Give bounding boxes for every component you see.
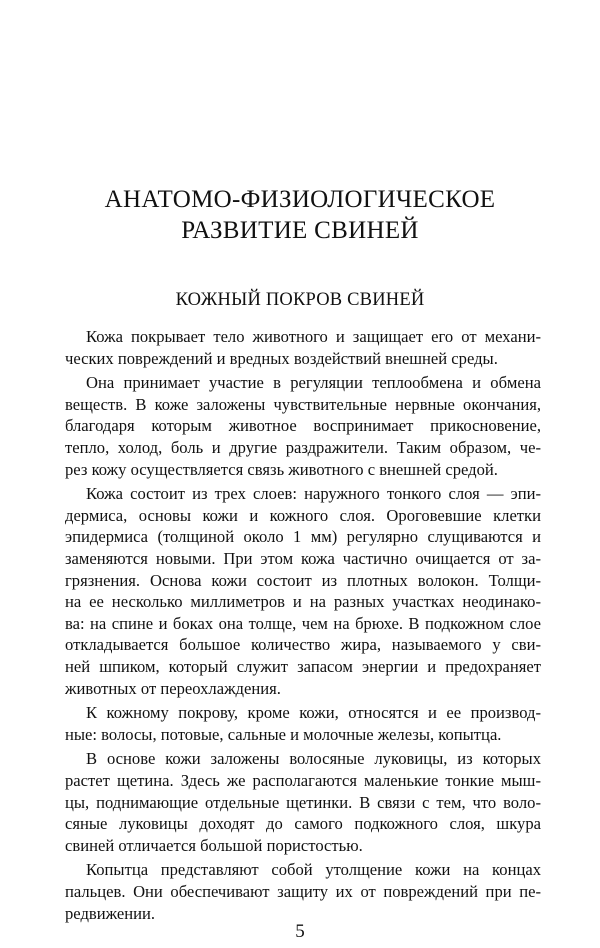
text-line: К кожному покрову, кроме кожи, относятся и ее производ- [86, 703, 541, 723]
text-line: цы, поднимающие отдельные щетинки. В связи с тем, что воло- [65, 792, 541, 812]
text-line: заменяются новыми. При этом кожа частично очищается от за- [65, 549, 541, 568]
chapter-title-line-2: РАЗВИТИЕ СВИНЕЙ [181, 217, 419, 244]
text-line: пальцев. Они обеспечивают защиту их от повреждений при пе- [65, 882, 541, 901]
text-line: веществ. В коже заложены чувствительные нервные окончания, [65, 394, 541, 414]
chapter-title [0, 184, 600, 246]
text-line: ва: на спине и боках она толще, чем на брюхе. В подкожном слое [65, 613, 541, 633]
text-line: Кожа покрывает тело животного и защищает его от механи- [86, 327, 541, 346]
text-line: сяные луковицы доходят до самого подкожного слоя, шкура [65, 814, 541, 834]
text-line: ные: волосы, потовые, сальные и молочные железы, копытца. [65, 724, 502, 744]
text-line: Она принимает участие в регуляции теплообмена и обмена [86, 373, 541, 393]
text-line: тепло, холод, боль и другие раздражители. Таким образом, че- [65, 438, 541, 457]
page-number: 5 [295, 921, 305, 942]
text-line: Кожа состоит из трех слоев: наружного тонкого слоя — эпи- [86, 484, 541, 504]
text-line: откладывается большое количество жира, называемого у сви- [65, 635, 541, 655]
text-line: растет щетина. Здесь же располагаются маленькие тонкие мыш- [65, 771, 541, 790]
text-line: грязнения. Основа кожи состоит из плотных волокон. Толщи- [65, 570, 541, 590]
text-line: дермиса, основы кожи и кожного слоя. Ороговевшие клетки [65, 505, 541, 525]
text-line: ческих повреждений и вредных воздействий внешней среды. [65, 348, 498, 368]
text-line: редвижении. [65, 903, 156, 923]
text-line: В основе кожи заложены волосяные луковицы, из которых [86, 749, 541, 769]
chapter-title-line-1: АНАТОМО-ФИЗИОЛОГИЧЕСКОЕ [104, 186, 496, 213]
text-line: свиней отличается большой пористостью. [65, 835, 363, 855]
text-line: ней шпиком, который служит запасом энергии и предохраняет [65, 657, 541, 676]
text-line: Копытца представляют собой утолщение кожи на концах [86, 860, 541, 880]
text-line: на ее несколько миллиметров и на разных участках неодинако- [65, 592, 541, 612]
section-title: КОЖНЫЙ ПОКРОВ СВИНЕЙ [175, 290, 425, 310]
text-line: рез кожу осуществляется связь животного с внешней средой. [65, 459, 498, 479]
text-line: животных от переохлаждения. [65, 678, 281, 698]
text-line: эпидермиса (толщиной около 1 мм) регулярно слущиваются и [65, 527, 541, 547]
text-line: благодаря которым животное воспринимает прикосновение, [65, 416, 541, 436]
